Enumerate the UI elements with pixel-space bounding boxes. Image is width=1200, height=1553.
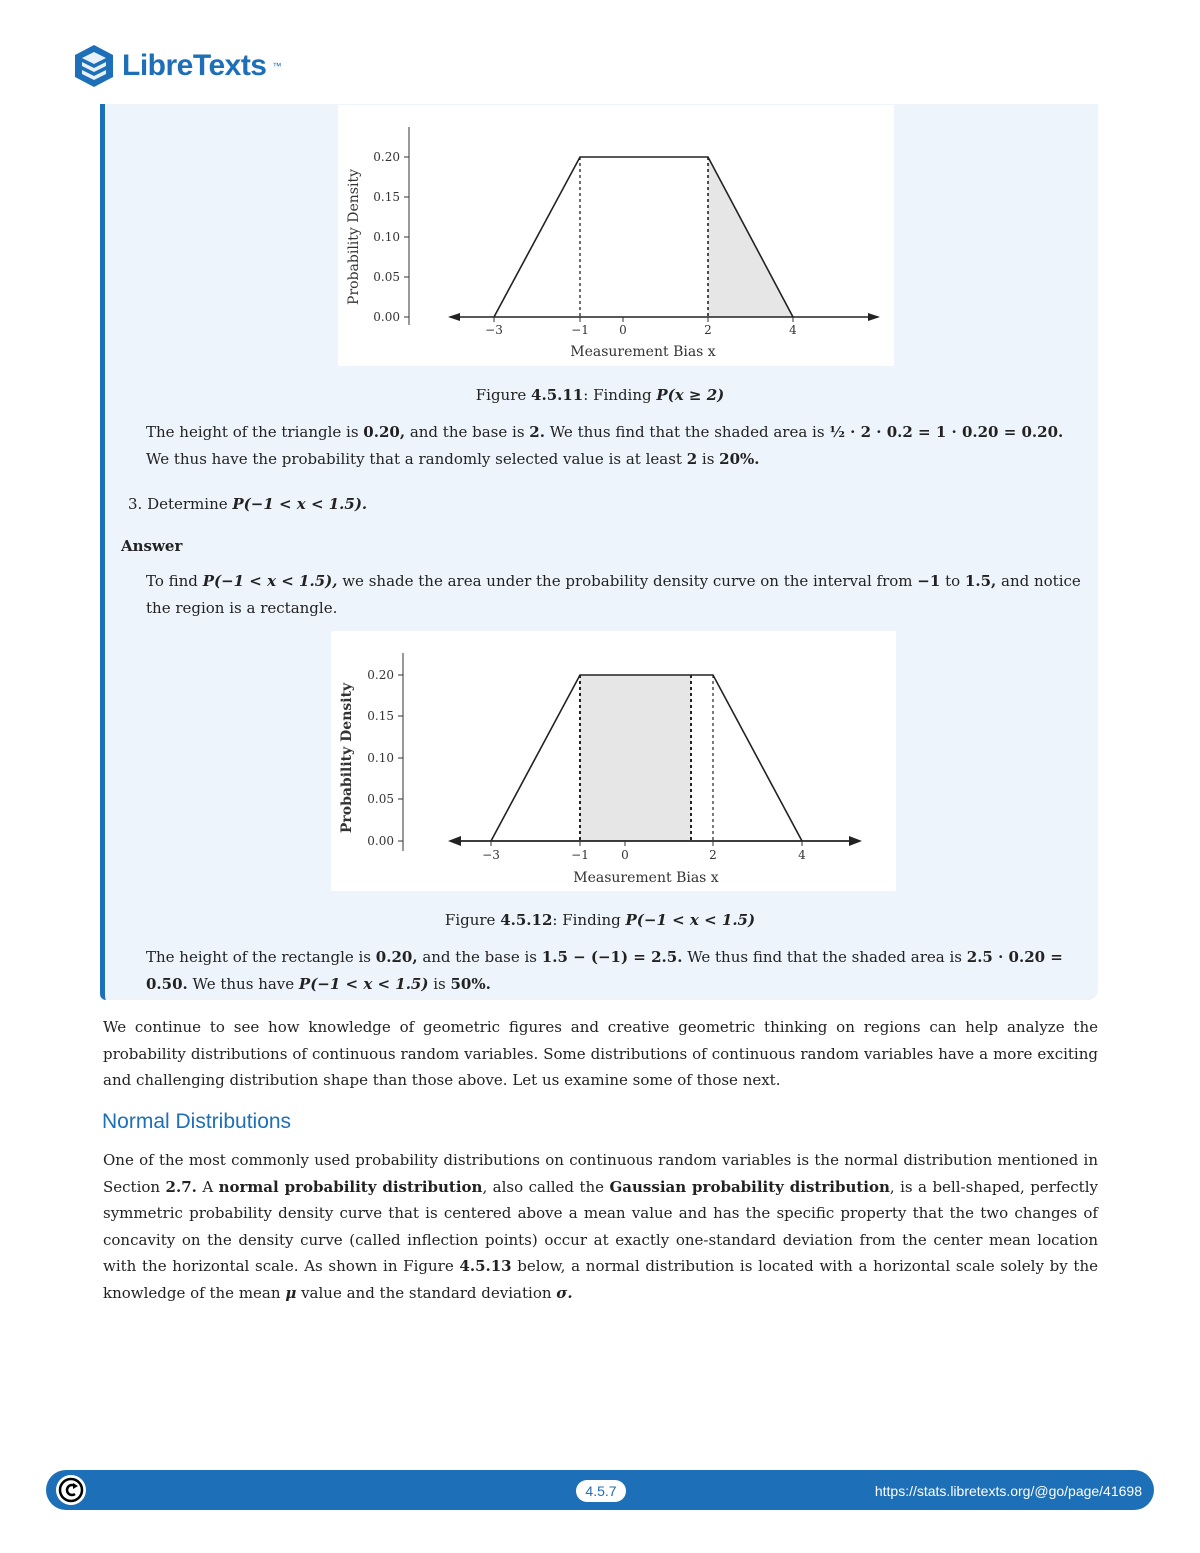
xtick-label: −3: [482, 848, 500, 862]
text: and notice the region is a rectangle.: [146, 572, 1081, 617]
text: , is a bell-shaped, perfectly symmetric probability density curve that is centered above a mean value and has the specific property that the two changes of concavity on the density curve (called inflection points) occur at exactly one-standard deviation from the center mean location with the horizontal scale. As shown in Figure: [103, 1177, 1098, 1275]
xtick-label: 0: [619, 323, 627, 337]
text: we shade the area under the probability density curve on the interval from: [337, 572, 918, 590]
y-axis-label: Probability Density: [346, 169, 362, 305]
text: One of the most commonly used probability distributions on continuous random variables is the normal distribution mentioned in Section: [103, 1151, 1098, 1196]
caption-sep: : Finding: [583, 386, 657, 404]
section-link[interactable]: 2.7.: [165, 1177, 197, 1196]
xtick-label: 2: [709, 848, 717, 862]
term: normal probability distribution: [218, 1177, 483, 1196]
math: μ: [285, 1283, 297, 1302]
text: The height of the rectangle is: [146, 948, 376, 966]
ytick-label: 0.05: [367, 792, 394, 806]
text: We thus have the probability that a randomly selected value is at least: [146, 449, 687, 468]
answer-label[interactable]: Answer: [121, 537, 183, 555]
text: to: [940, 572, 965, 590]
math: 0.20,: [375, 948, 418, 966]
text: , also called the: [482, 1177, 610, 1196]
y-axis-label: Probability Density: [339, 682, 355, 834]
caption-prefix: Figure: [444, 911, 501, 929]
cc-icon-graphic: [58, 1477, 84, 1503]
term: Gaussian probability distribution: [609, 1177, 890, 1196]
figure-number-link[interactable]: 4.5.11: [531, 386, 584, 404]
text: Determine: [142, 495, 233, 513]
text: We thus find that the shaded area is: [682, 948, 967, 966]
text: We thus have: [187, 974, 299, 993]
ytick-label: 0.05: [373, 270, 400, 284]
figure-1-plot: [338, 105, 894, 366]
libretexts-logo[interactable]: [72, 40, 282, 92]
continue-paragraph: We continue to see how knowledge of geometric figures and creative geometric thinking on regions can help analyze the probability distributions of continuous random variables. Some distributions of continuous random variables have a more exciting and challenging distribution shape than those above. Let us examine some of those next.: [103, 1018, 1098, 1089]
math: 1.5,: [964, 572, 997, 590]
xtick-label: 4: [798, 848, 806, 862]
ytick-label: 0.00: [367, 834, 394, 848]
brand-name: LibreTexts: [122, 49, 267, 82]
math: 20%.: [719, 449, 760, 468]
ytick-label: 0.20: [367, 668, 394, 682]
figure-1-caption: [0, 386, 1200, 404]
page-number: 4.5.7: [576, 1480, 626, 1502]
text: We thus find that the shaded area is: [544, 423, 830, 441]
xtick-label: −1: [571, 848, 589, 862]
math: P(−1 < x < 1.5).: [232, 495, 368, 513]
math: 2.: [529, 423, 545, 441]
ytick-label: 0.10: [373, 230, 400, 244]
section-heading: Normal Distributions: [102, 1110, 292, 1133]
caption-prefix: Figure: [475, 386, 532, 404]
text: value and the standard deviation: [296, 1283, 557, 1302]
x-axis-right-arrow: [868, 313, 880, 321]
normal-paragraph: [103, 1147, 1098, 1306]
xtick-label: 4: [789, 323, 797, 337]
math: P(−1 < x < 1.5),: [202, 572, 338, 590]
caption-sep: : Finding: [552, 911, 626, 929]
xtick-label: 0: [621, 848, 629, 862]
text: A: [196, 1177, 219, 1196]
math: 2: [686, 449, 698, 468]
math: 50%.: [450, 974, 491, 993]
ytick-label: 0.20: [373, 150, 400, 164]
text: is: [697, 449, 720, 468]
text: and the base is: [417, 948, 542, 966]
page-url-link[interactable]: https://stats.libretexts.org/@go/page/41698: [874, 1483, 1142, 1499]
text: To find: [146, 572, 203, 590]
ytick-label: 0.00: [373, 310, 400, 324]
figure-2-plot: [331, 631, 896, 891]
caption-math: P(−1 < x < 1.5): [625, 911, 756, 929]
libretexts-cube-icon: [72, 43, 116, 89]
text: is: [428, 974, 451, 993]
math: σ.: [556, 1283, 573, 1302]
math: 2.5 · 0.20 = 0.50.: [146, 948, 1063, 993]
x-axis-label: Measurement Bias x: [573, 870, 719, 886]
math: 0.20,: [363, 423, 406, 441]
x-axis-left-arrow: [448, 313, 460, 321]
item-number: 3.: [128, 495, 143, 513]
text: and the base is: [405, 423, 530, 441]
item-3: [128, 491, 728, 518]
figure-link[interactable]: 4.5.13: [459, 1257, 512, 1275]
shaded-region: [580, 675, 691, 841]
x-axis-left-arrow: [448, 836, 461, 846]
x-axis-right-arrow: [849, 836, 862, 846]
math: 1.5 − (−1) = 2.5.: [541, 948, 683, 966]
explain-triangle: [146, 419, 1082, 472]
xtick-label: 2: [704, 323, 712, 337]
ytick-label: 0.10: [367, 751, 394, 765]
text: The height of the triangle is: [146, 423, 364, 441]
math: P(−1 < x < 1.5): [298, 974, 429, 993]
figure-number-link[interactable]: 4.5.12: [500, 911, 553, 929]
xtick-label: −1: [571, 323, 589, 337]
explain-find: [146, 568, 1082, 621]
ytick-label: 0.15: [367, 709, 394, 723]
math: −1: [917, 572, 941, 590]
text: below, a normal distribution is located with a horizontal scale solely by the knowledge of the mean: [103, 1257, 1098, 1302]
xtick-label: −3: [485, 323, 503, 337]
x-axis-label: Measurement Bias x: [570, 344, 716, 360]
figure-2-caption: [0, 911, 1200, 929]
caption-math: P(x ≥ 2): [656, 386, 725, 404]
brand-trademark: ™: [272, 61, 282, 71]
math: ½ · 2 · 0.2 = 1 · 0.20 = 0.20.: [829, 423, 1064, 441]
explain-rectangle: [146, 944, 1082, 997]
ytick-label: 0.15: [373, 190, 400, 204]
cc-license-icon[interactable]: [56, 1475, 86, 1505]
